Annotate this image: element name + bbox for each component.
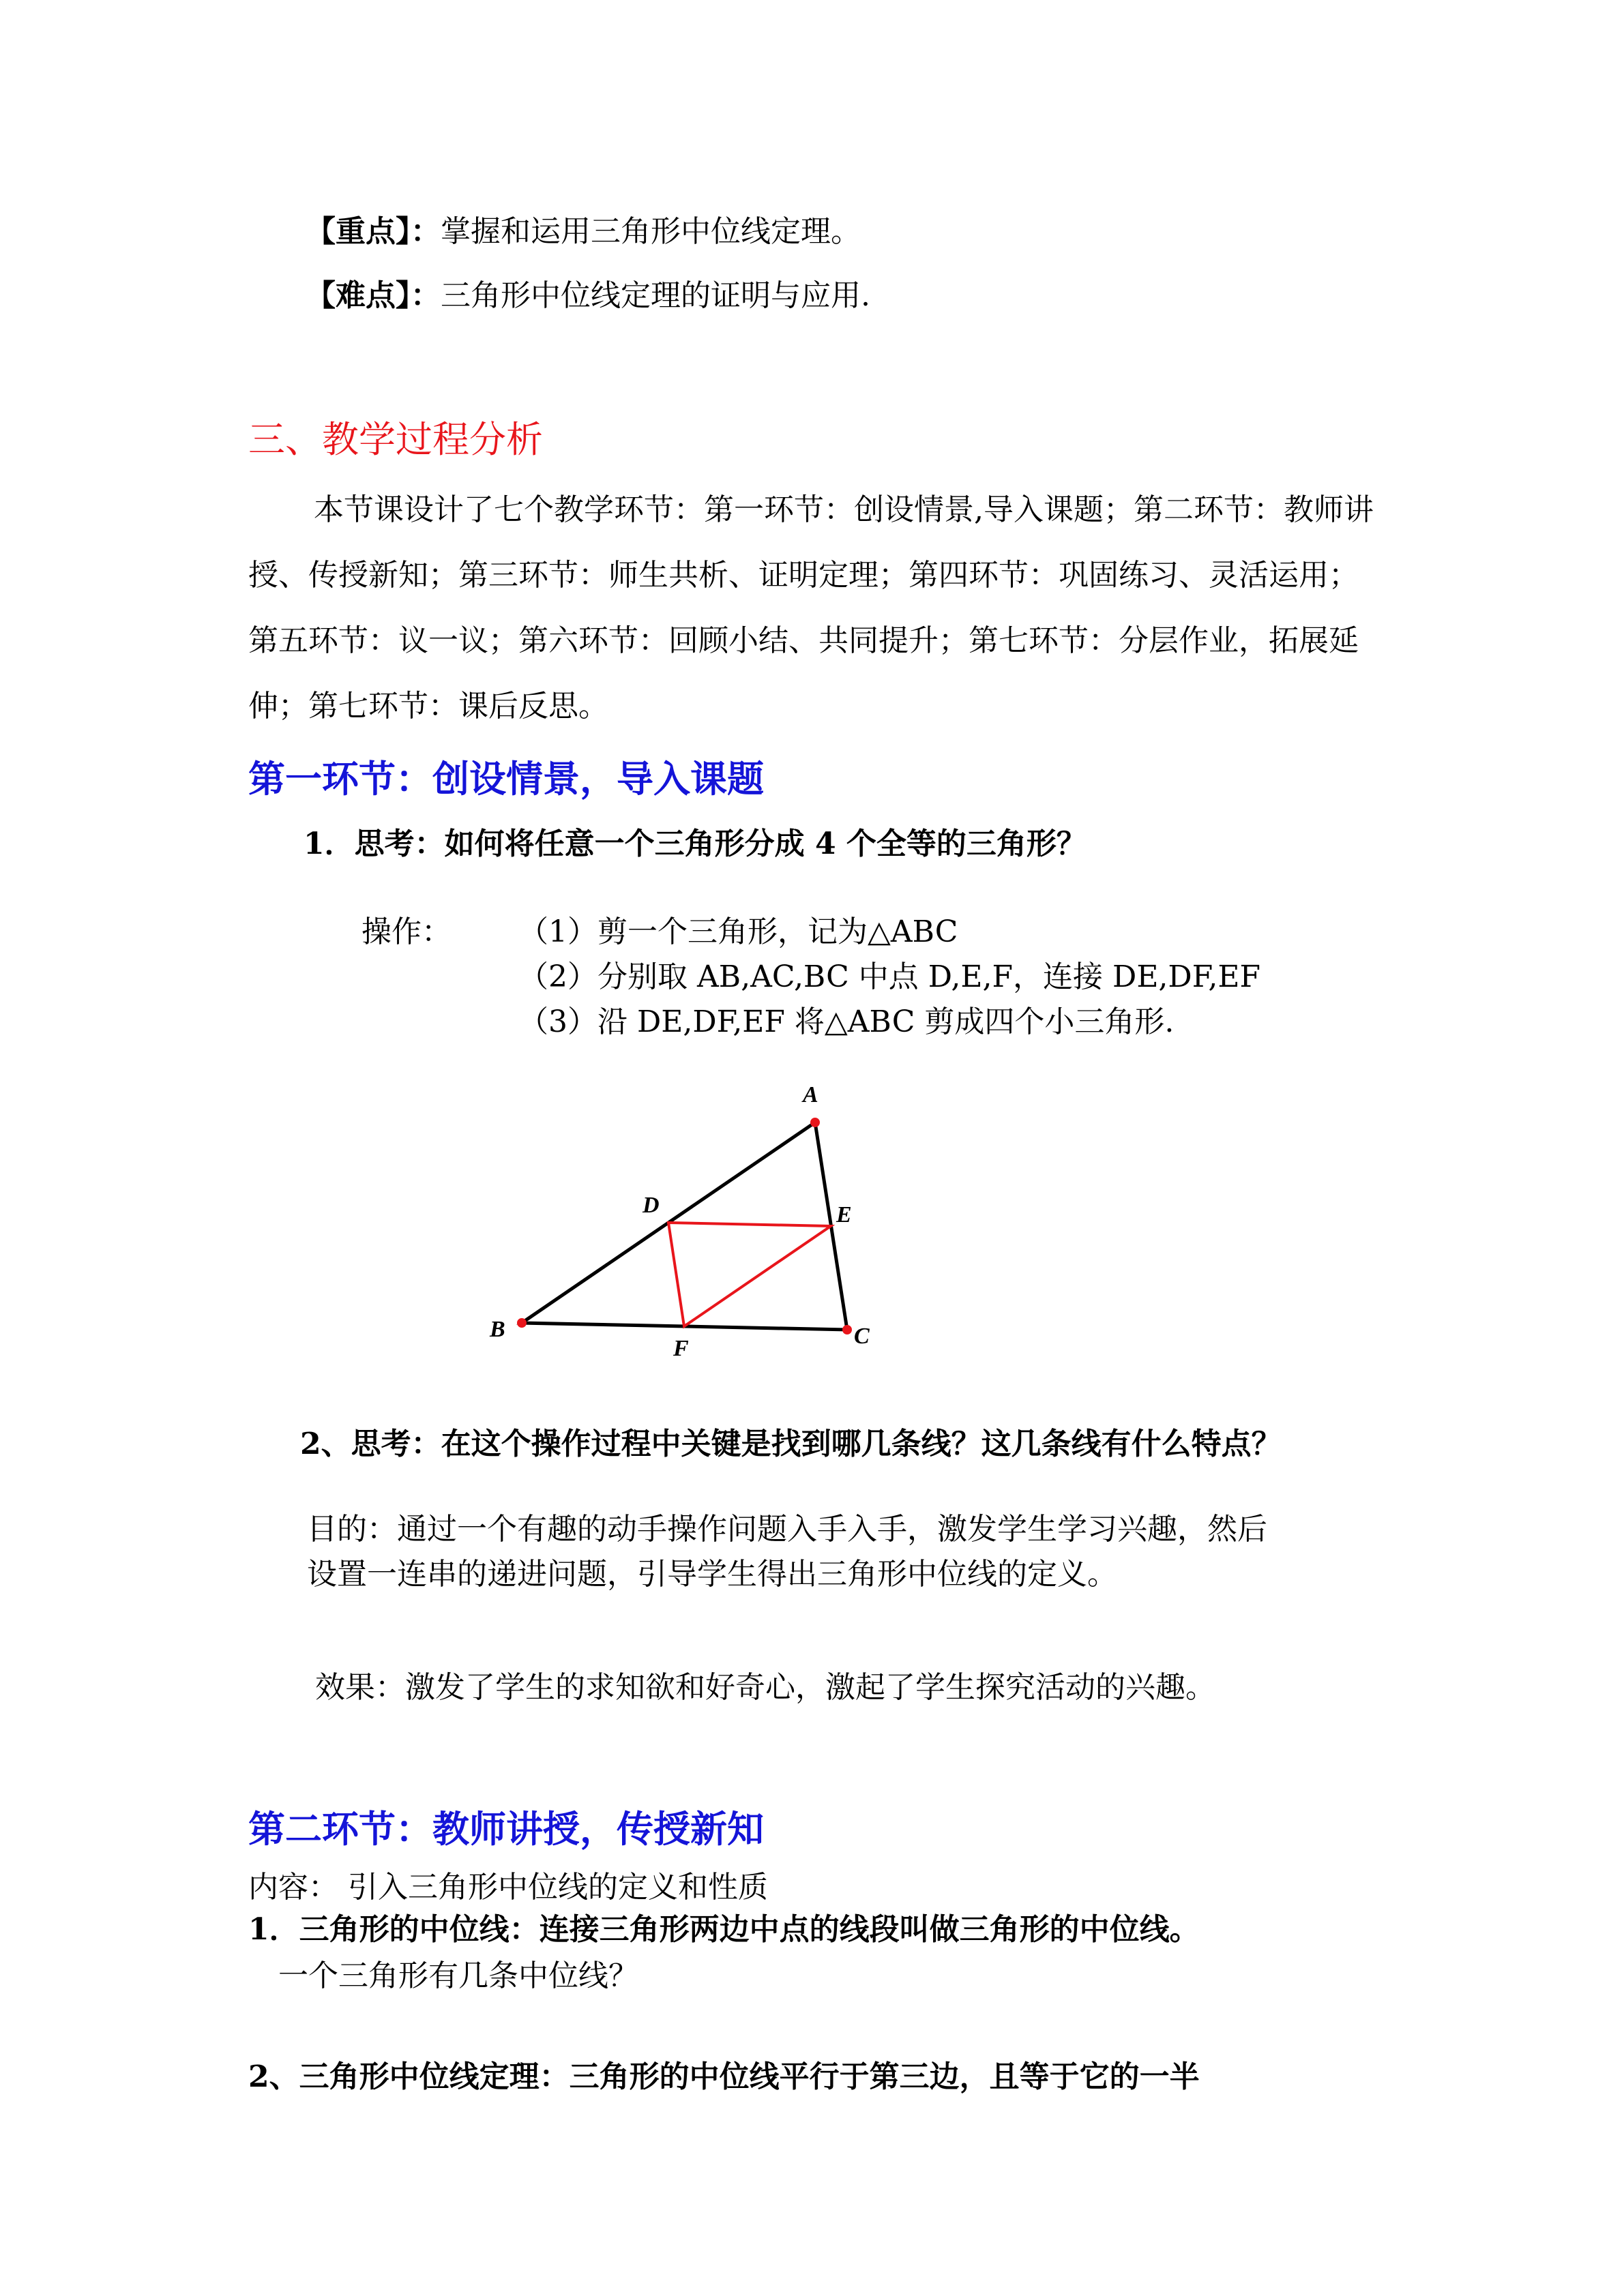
midline-definition: 1．三角形的中位线：连接三角形两边中点的线段叫做三角形的中位线。 (248, 1912, 1200, 1947)
label-f: F (673, 1336, 689, 1361)
focus-line (306, 199, 861, 265)
triangle-figure (464, 1071, 914, 1384)
label-c: C (854, 1324, 870, 1349)
focus-text: 掌握和运用三角形中位线定理。 (441, 214, 861, 249)
midline-triangle-def (668, 1223, 831, 1326)
stage2-title: 第二环节：教师讲授，传授新知 (248, 1808, 764, 1851)
difficulty-text: 三角形中位线定理的证明与应用. (441, 278, 870, 313)
label-d: D (643, 1193, 660, 1218)
focus-label: 【重点】 (306, 214, 411, 249)
question-1-text: 思考：如何将任意一个三角形分成 4 个全等的三角形？ (354, 826, 1087, 861)
difficulty-line (306, 263, 870, 329)
point-a (810, 1118, 820, 1127)
question-1-number: 1． (304, 826, 355, 861)
point-c (842, 1325, 852, 1335)
section-title: 三、教学过程分析 (248, 418, 543, 461)
label-a: A (803, 1082, 818, 1107)
operation-step-3: （3）沿 DE,DF,EF 将△ABC 剪成四个小三角形. (518, 1004, 1175, 1039)
stage1-question-1 (304, 811, 1087, 877)
section-intro (248, 477, 1381, 739)
stage2-content: 内容： 引入三角形中位线的定义和性质 (248, 1870, 768, 1905)
effect-text: 效果：激发了学生的求知欲和好奇心，激起了学生探究活动的兴趣。 (315, 1670, 1215, 1705)
operation-step-1: （1）剪一个三角形，记为△ABC (518, 914, 958, 949)
purpose-line-1: 目的：通过一个有趣的动手操作问题入手入手，激发学生学习兴趣，然后 (307, 1512, 1267, 1547)
midline-theorem: 2、三角形中位线定理：三角形的中位线平行于第三边，且等于它的一半 (248, 2059, 1200, 2094)
midline-count-question: 一个三角形有几条中位线？ (278, 1958, 638, 1993)
stage1-question-2: 2、思考：在这个操作过程中关键是找到哪几条线？这几条线有什么特点？ (300, 1427, 1282, 1461)
operation-label: 操作： (361, 914, 452, 949)
label-b: B (490, 1317, 505, 1342)
stage1-title: 第一环节：创设情景，导入课题 (248, 758, 764, 801)
label-e: E (836, 1202, 852, 1227)
difficulty-label: 【难点】 (306, 278, 411, 313)
purpose-line-2: 设置一连串的递进问题，引导学生得出三角形中位线的定义。 (307, 1557, 1117, 1592)
focus-separator: ： (411, 214, 441, 249)
operation-step-2: （2）分别取 AB,AC,BC 中点 D,E,F，连接 DE,DF,EF (518, 959, 1261, 994)
section-intro-text: 本节课设计了七个教学环节：第一环节：创设情景,导入课题；第二环节：教师讲授、传授新知；第三环节：师生共析、证明定理；第四环节：巩固练习、灵活运用；第五环节：议一议；第六环节：回顾小结、共同提升；第七环节：分层作业，拓展延伸；第七环节：课后反思。 (248, 492, 1374, 724)
point-b (517, 1318, 527, 1328)
difficulty-separator: ： (411, 278, 441, 313)
